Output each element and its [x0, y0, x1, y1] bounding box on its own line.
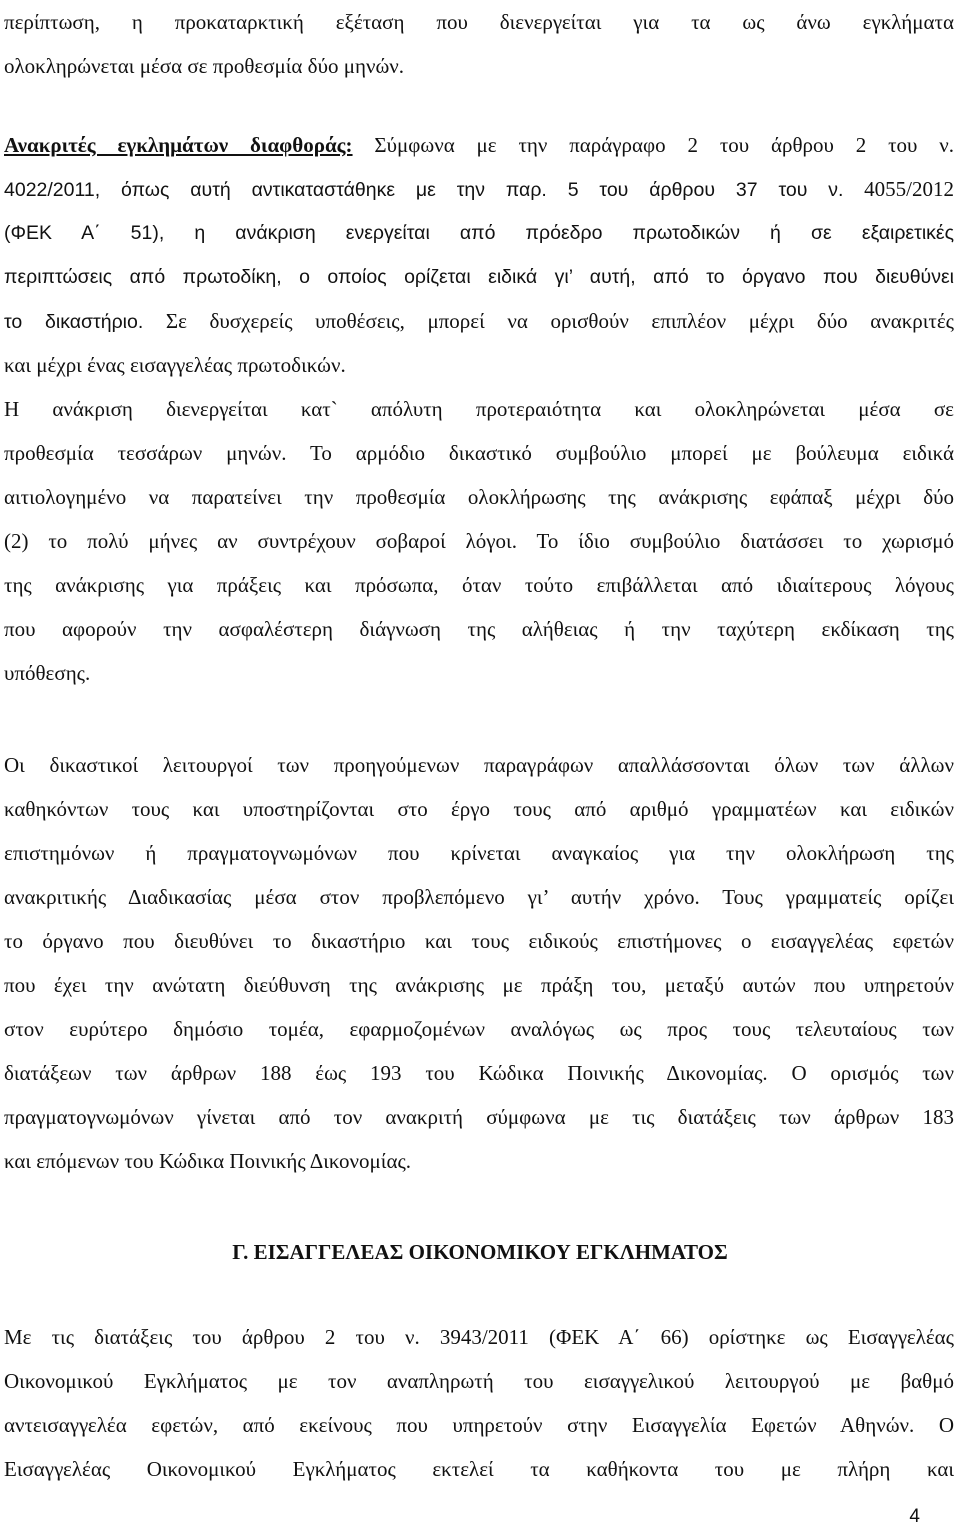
text-line: το όργανο που διευθύνει το δικαστήριο και τους ειδικούς επιστήμονες ο εισαγγελέας εφετών	[4, 929, 954, 953]
text-line: στον ευρύτερο δημόσιο τομέα, εφαρμοζομένων αναλόγως ως προς τους τελευταίους των	[4, 1017, 954, 1041]
section-heading: Γ. ΕΙΣΑΓΓΕΛΕΑΣ ΟΙΚΟΝΟΜΙΚΟΥ ΕΓΚΛΗΜΑΤΟΣ	[232, 1240, 728, 1264]
paragraph-corruption-investigators	[4, 123, 954, 695]
text-segment: το δικαστήριο.	[4, 311, 144, 333]
text-segment: 4022/2011, όπως αυτή αντικαταστάθηκε με την παρ. 5 του άρθρου 37 του ν.	[4, 179, 844, 201]
text-line	[4, 431, 954, 475]
text-line: πραγματογνωμόνων γίνεται από τον ανακριτή σύμφωνα με τις διατάξεις των άρθρων 183	[4, 1105, 954, 1129]
text-line: υπόθεσης.	[4, 661, 91, 685]
text-line: περιπτώσεις από πρωτοδίκη, ο οποίος ορίζεται ειδικά γι’ αυτή, από το όργανο που διευθύνει	[4, 266, 954, 288]
text-line: Η ανάκριση διενεργείται κατ` απόλυτη προτεραιότητα και ολοκληρώνεται μέσα σε	[4, 397, 954, 421]
text-line: που έχει την ανώτατη διεύθυνση της ανάκρισης με πράξη του, μεταξύ αυτών που υπηρετούν	[4, 973, 954, 997]
text-segment: Σε δυσχερείς υποθέσεις, μπορεί να ορισθούν επιπλέον μέχρι δύο ανακριτές	[143, 309, 954, 333]
text-segment: 4055/2012	[843, 177, 954, 201]
paragraph-heading: Ανακριτές εγκλημάτων διαφθοράς:	[4, 133, 353, 157]
text-line: καθηκόντων τους και υποστηρίζονται στο έργο τους από αριθμό γραμματέων και ειδικών	[4, 797, 954, 821]
text-line: αιτιολογημένο να παρατείνει την προθεσμία ολοκλήρωσης της ανάκρισης εφάπαξ μέχρι δύο	[4, 485, 954, 509]
text-line: (2) το πολύ μήνες αν συντρέχουν σοβαροί λόγοι. Το ίδιο συμβούλιο διατάσσει το χωρισμό	[4, 529, 954, 553]
text-line	[4, 123, 954, 167]
text-line: Οικονομικού Εγκλήματος με τον αναπληρωτή του εισαγγελικού λειτουργού με βαθμό	[4, 1369, 954, 1393]
text-line: και μέχρι ένας εισαγγελέας πρωτοδικών.	[4, 353, 346, 377]
text-line: Οι δικαστικοί λειτουργοί των προηγούμενων παραγράφων απαλλάσσονται όλων των άλλων	[4, 753, 954, 777]
text-line: επιστημόνων ή πραγματογνωμόνων που κρίνεται αναγκαίος για την ολοκλήρωση της	[4, 841, 954, 865]
text-line: ανακριτικής Διαδικασίας μέσα στον προβλεπόμενο γι’ αυτήν χρόνο. Τους γραμματείς ορίζει	[4, 885, 954, 909]
text-line: της ανάκρισης για πράξεις και πρόσωπα, όταν τούτο επιβάλλεται από ιδιαίτερους λόγους	[4, 573, 954, 597]
paragraph-financial-crime-prosecutor	[4, 1315, 954, 1491]
text-line: Με τις διατάξεις του άρθρου 2 του ν. 3943/2011 (ΦΕΚ Α΄ 66) ορίστηκε ως Εισαγγελέας	[4, 1325, 954, 1349]
text-segment: Το αρμόδιο δικαστικό συμβούλιο μπορεί με βούλευμα ειδικά	[286, 441, 954, 465]
page-number: 4	[909, 1506, 920, 1527]
text-line: περίπτωση, η προκαταρκτική εξέταση που διενεργείται για τα ως άνω εγκλήματα	[4, 10, 954, 34]
text-line: αντεισαγγελέα εφετών, από εκείνους που υπηρετούν στην Εισαγγελία Εφετών Αθηνών. Ο	[4, 1413, 954, 1437]
paragraph-judicial-officers	[4, 743, 954, 1183]
text-line: διατάξεων των άρθρων 188 έως 193 του Κώδικα Ποινικής Δικονομίας. Ο ορισμός των	[4, 1061, 954, 1085]
text-line: (ΦΕΚ Α΄ 51), η ανάκριση ενεργείται από πρόεδρο πρωτοδικών ή σε εξαιρετικές	[4, 222, 954, 244]
text-line: που αφορούν την ασφαλέστερη διάγνωση της αλήθειας ή την ταχύτερη εκδίκαση της	[4, 617, 954, 641]
text-line: ολοκληρώνεται μέσα σε προθεσμία δύο μηνών.	[4, 54, 405, 78]
text-line: και επόμενων του Κώδικα Ποινικής Δικονομίας.	[4, 1149, 412, 1173]
text-line	[4, 299, 954, 343]
text-segment: προθεσμία τεσσάρων μηνών.	[4, 441, 287, 465]
text-line	[4, 167, 954, 211]
text-segment: Σύμφωνα με την παράγραφο 2 του άρθρου 2 του ν.	[352, 133, 954, 157]
text-line: Εισαγγελέας Οικονομικού Εγκλήματος εκτελεί τα καθήκοντα του με πλήρη και	[4, 1457, 954, 1481]
paragraph-intro-continuation	[4, 0, 954, 88]
